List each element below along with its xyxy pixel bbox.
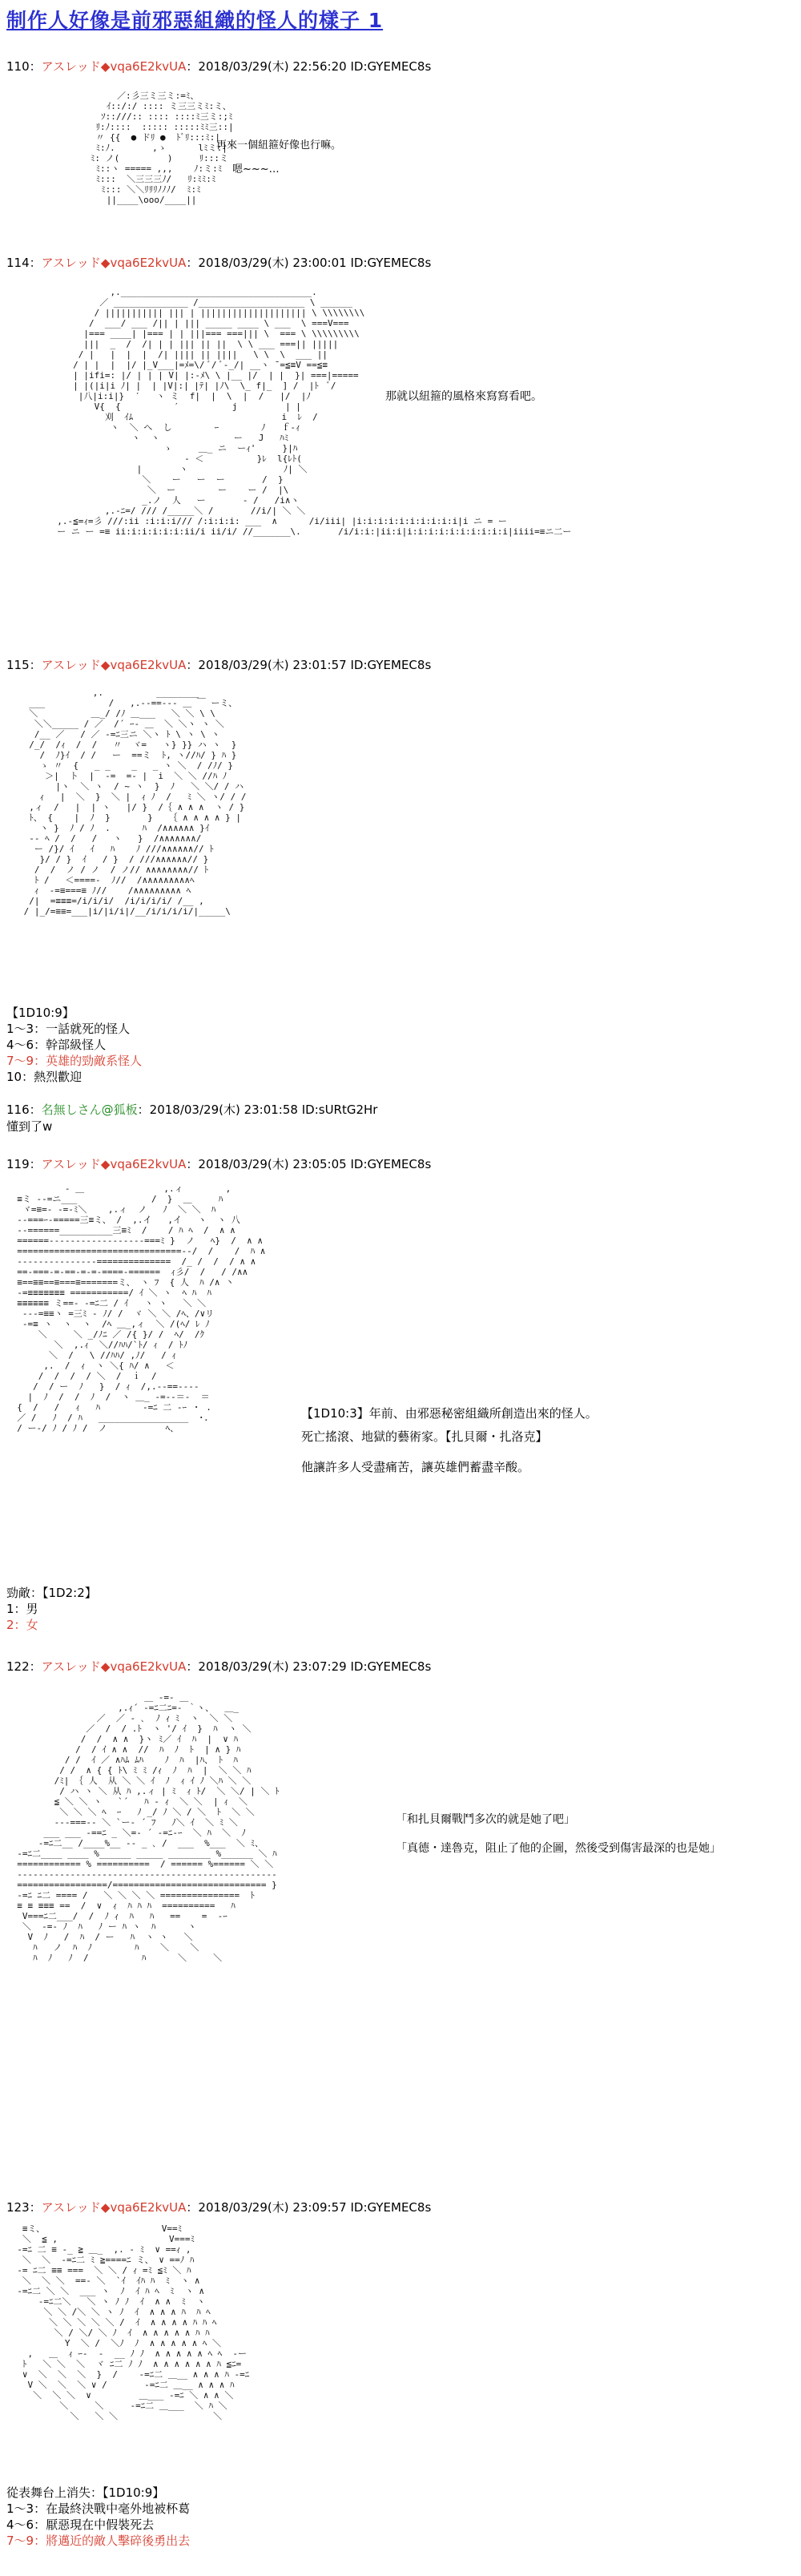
- poster-name[interactable]: アスレッド: [41, 1157, 101, 1171]
- poster-name[interactable]: アスレッド: [41, 2200, 101, 2215]
- post-text: 嗯~~~…: [232, 163, 280, 175]
- post-meta: ：2018/03/29(木) 23:00:01 ID:GYEMEC8s: [186, 256, 432, 270]
- post-header: [6, 1102, 791, 1118]
- dice-line: 1～3：在最終決戰中毫外地被杯葛: [6, 2501, 191, 2516]
- post-text: 再來一個紐箍好像也行嘛。: [216, 139, 342, 151]
- post-number: 123：: [6, 2200, 42, 2215]
- post-115: [6, 657, 791, 1084]
- dice-line: 4～6：幹部級怪人: [6, 1038, 107, 1052]
- post-header: [6, 1156, 791, 1172]
- dice-line: 1：男: [6, 1602, 38, 1616]
- post-text: 懂到了w: [6, 1119, 53, 1134]
- dice-result-list: [6, 1585, 97, 1633]
- post-meta: ：2018/03/29(木) 22:56:20 ID:GYEMEC8s: [186, 59, 432, 74]
- dice-line: 10：熱烈歡迎: [6, 1070, 83, 1084]
- ascii-art-hair-man: ,.____________________________________. ／ ______________ /____________________ \ ______ / ||||||||||| ||| | |||||||||||||||||||| \ \\\\\\\\ / ___/ ___ /|| | ||| _____ ____ \ ___ \ ===V=== |=== ____| |=== | | |||=== ===||| \ === \ \\\\\\\\\ ||| _ / /| | | ||| || || \ \ ___ ===|| ||||| / | | | | /| |||| || |||| \ \ \ ___ || / | | | |/ |_V___|=ﾒ=\/ ﾞ/ ﾞ‐_/| __ヽ ̄ =≦≡V ==≦≡ | |ifi=: |/ | | | V| |:-ﾒ\ \ |__ |/ | | }| ===|===== | |(|i|i ﾉ| | | |V|:| |ﾃ| |ﾉ\ \_ f|_ ] / |ﾄ ﾞ/ |八|i:i|} ′ ヽ ミ f| | \ | / |/ |ﾉ V{ { ′ j | | 刈 ｲﾑ i ﾚ / ヽ ＼ へ し ｰ ﾉ ｆ-ｨ ヽ ヽ ー J ﾊﾐ ゝ ＿_ ニ ーｨ' }|ﾊ ‐ ＜ }ﾚ l{ﾚﾄ( | ヽ ﾉ| ＼ ＼ ー ー ー / } ＼ ー ー ー / |\ _.ノ 人 ー ‐ / /i∧ヽ ,.‐ﾆ=/ /// /_____＼ / //i/| ＼ ＼ ,.‐≦=ｨ=彡 ///:ii :i:i:i/// /:i:i:i: ___ ∧ /i/iii| |i:i:i:i:i:i:i:i:i:i|i ニ = ー ー ニ ー =≡ ii:i:i:i:i:i:ii/i ii/i/ //_______\. /i/i:i:|ii:i|i:i:i:i:i:i:i:i:i:i|iiii=≡ニ二ー: [57, 287, 572, 537]
- post-header: [6, 2199, 791, 2215]
- post-number: 114：: [6, 256, 42, 270]
- dice-line-highlighted: 7～9：將邁近的敵人擊碎後勇出去: [6, 2534, 191, 2548]
- post-text: 那就以紐箍的風格來寫寫看吧。: [385, 390, 542, 403]
- poster-trip: ◆vqa6E2kvUA: [100, 658, 187, 672]
- poster-name[interactable]: アスレッド: [41, 256, 101, 270]
- poster-name[interactable]: アスレッド: [41, 59, 101, 74]
- post-119: [6, 1156, 791, 1632]
- post-122: [6, 1659, 791, 1963]
- ascii-art-rocker: ‐ ＿ ,.ィ , ≡ミ ‐-=ニ___ / } ＿ ﾊ ヾ=≡=‐ ‐=‐ﾐ＼ ,.ィ ノ ﾉ ＼ ＼ ﾊ ‐-===ｰ‐=====三≡ミ、 / ,.イ ,イ ヽ ヽ 八 --======__________三≡ﾐ / / ﾊ ﾍ / ∧ ∧ ======-----------------‐===ﾐ } ノ ﾍ} / ∧ ∧ ===============================--/ / / ﾊ ∧ ---------------============== /_ / / / ∧ ∧ ==-===-=-==-=-=-====-====== ｨ彡/ / / /∧∧ ≡==≡≡==≡===≡=======ミ、 ヽ ﾌ { 人 ﾊ /∧ 丶 ‐=≡≡≡≡≡≡≡ ===========/ ｲ ＼ ヽ ﾍ ﾊ ﾊ ≡≡≡≡≡≡ ミ==‐ ‐=ﾆ二 / ｲ ヽ ヽ ＼ ＼ ‐-‐=≡≡ヽ =三ﾐ ‐ ﾉ/ / ヾ ＼ ＼ /ﾍ、/∨リ ‐=≡ ヽ ヽ ヽ /ﾍ ＿_,ィ ＼ /(ﾍ/ ﾚ ﾉ ＼ ＼ _/ﾉﾆ ／ /{ }/ / ﾍ/ /ｸ ＼ ,.ｨ ＼//ﾊﾊ/`ﾄ/ ｨ / ﾄﾉ ＼ / \ //ﾊﾊ/ ,ﾉ/ / ｨ ,. / ｨ ヽ ＼{ ﾊ/ ∧ ＜ / / / / ＼ / ｉ / / / ー ﾉ } / ｨ /,.‐-==‐‐-- | ﾉ / / ﾉ / ヽ ＿_ ‐=‐‐＝- ＝ { / / ｨ ﾊ ‐=ﾆ 二 ‐ｰ ・ . ／ / ﾉ / ﾊ _________________ ･. / ー-/ ﾉ / ﾉ / ノ ﾍ、: [17, 1183, 266, 1433]
- post-text: 他讓許多人受盡痛苦，讓英雄們蓄盡辛酸。: [301, 1460, 530, 1474]
- poster-trip: ◆vqa6E2kvUA: [100, 1659, 187, 1674]
- post-text: 死亡搖滾、地獄的藝術家。【扎貝爾・扎洛克】: [301, 1429, 548, 1444]
- dice-line: 從表舞台上消失：【1D10:9】: [6, 2485, 165, 2500]
- poster-trip: ◆vqa6E2kvUA: [100, 1157, 187, 1171]
- post-123: [6, 2199, 791, 2548]
- post-number: 122：: [6, 1659, 42, 1674]
- poster-name[interactable]: アスレッド: [41, 658, 101, 672]
- post-meta: ：2018/03/29(木) 23:01:57 ID:GYEMEC8s: [186, 658, 432, 672]
- dice-line-highlighted: 2：女: [6, 1618, 38, 1632]
- dice-result-list: [6, 1005, 142, 1085]
- ascii-art-guitarist: ,. ________ ___ / ,.-‐==‐‐- ＿ ￣ ーミ、 ＼ ＿_/ /ﾉ ＿___ ＼ ＼ \ \ ＼＼_____ / ／ /´ ｰ‐ ＿ ＼ ＼ヽ ヽ ＼ /__ ／ / ／ -=ﾆ三ニ ＼ヽ ﾄ \ ヽ \ ヽ /_/ /ｨ / / 〃 ヾ= ヽ} }} ハ ヽ } / ﾉ}ｲ / / ー ==ミ ﾄ, ヽ//ﾊ/ } ﾊ } ゝ 〃 { _ _ _ _ ヽ ＼ / /ﾉ/ } ＞| ト | ‐= =‐ | i ＼ ＼ //ﾊ ﾉ |ヽ ＼ ヽ / ~ ヽ } ﾉ ＼ ＼/ / ハ ｨ | ＼ } ＼ | ｨ ﾉ / ﾐ ＼ ヽ/ / / ,ィ / | | ヽ |/ } /｛ ∧ ∧ ∧ ヽ / } ﾄ、 { | ﾉ } } ｛ ∧ ∧ ∧ ∧ } | ヽ } ﾉ / ﾉ . ﾊ /∧∧∧∧∧∧ }ｲ ‐- ﾍ / / / ヽ } /∧∧∧∧∧∧∧/ ー /}/ ｲ ｲ ﾊ ﾉ ///∧∧∧∧∧∧// ﾄ }/ / } ｲ / } / ///∧∧∧∧∧∧// } / / ノ / ノ / ノ// ∧∧∧∧∧∧∧∧// ﾄ ﾄ / ＜====- ﾉ// /∧∧∧∧∧∧∧∧∧ﾍ ｨ ‐=≡===≡ ﾉ// /∧∧∧∧∧∧∧∧∧ ﾍ /| =≡≡≡=/i/i/i/ /i/i/i/i/ /__ , / |_/=≡≡=___|i/|i/i|/__/i/i/i/i/|_____\: [23, 687, 247, 917]
- post-header: [6, 58, 791, 75]
- post-114: [6, 255, 791, 537]
- poster-trip: ◆vqa6E2kvUA: [100, 256, 187, 270]
- post-meta: ：2018/03/29(木) 23:07:29 ID:GYEMEC8s: [186, 1659, 432, 1674]
- poster-trip: ◆vqa6E2kvUA: [100, 2200, 187, 2215]
- post-number: 115：: [6, 658, 42, 672]
- ascii-art-face: ／:彡三ミ三ミ:=ﾐ、 ｲ::/:/ :::: ミ三三ミﾐ:ミ、 ｿ::///:: :::: ::::ﾐ三ミ:;ﾐ ﾘ:ﾉ:::: ::::: :::::ﾐﾐ三::| 〃 {{ ● ドﾘ ● ﾄﾞﾘ:::ﾐ:| ﾐ:ﾉ. ,ゝ lﾐミ:| ﾐ: ノ( ) ﾘ:::ミ ﾐ::ヽ ===== ,,, ﾉ:ミ:ﾐ ﾐ::: ＼三三三ﾉ/ ﾘ:ﾐﾐ:ﾐ ﾐ::: ＼＼ﾘﾘﾘﾉﾉﾉ/ ﾐ:ﾐ ||____\ooo/____||: [90, 91, 234, 205]
- post-text: 【1D10:3】年前、由邪惡秘密組織所創造出來的怪人。: [301, 1406, 598, 1421]
- post-110: [6, 58, 791, 205]
- dice-line: 4～6：厭惡現在中假裝死去: [6, 2518, 155, 2532]
- post-number: 110：: [6, 59, 42, 74]
- ascii-art-defeated: ≡ミ、 V==ﾐ ＼ ≦ , V===ﾐ ‐=ﾆ 二 ≡ ‐_ ≧ ＿_ ,. ‐ ﾐ ∨ ==ｨ , ＼ ＼ ‐=ﾆ二 ﾐ ≧====ﾆ ミ、 ∨ ==ﾉ ﾊ ‐= ﾆ二 ≡≡ === ＼ ＼ / ｨ =ﾐ ≦ﾐ ＼ ﾊ ＼ ＼ ＼ ==‐ ＼ `ｲ ｲﾊ ﾊ ﾐ ヽ ∧ ‐=ﾆ二 ＼ ＼ ___ ヽ ﾉ ｲ ﾊ ﾍ ﾐ ヽ ∧ ‐=ﾆ二＼ ＼ ヽ ﾉ ﾉ ｲ ∧ ∧ ﾐ ヽ ＼ ＼ /＼ ＼ ヽ ﾉ ｲ ∧ ∧ ∧ ﾊ ﾊ ﾍ ＼ ＼ ＼ ＼ ＼ / ｲ ∧ ∧ ∧ ∧ ﾊ ﾊ ﾍ ＼ / ＼/ ＼ ﾉ ｲ ∧ ∧ ∧ ∧ ∧ ﾊ ﾊ Y ＼ / ＼ﾉ ﾉ ∧ ∧ ∧ ∧ ∧ ﾍ ＼ , ＿ ｨ ｰ‐ ‐ __ ﾉ ﾉ ∧ ∧ ∧ ∧ ∧ ﾍ ﾍ ‐ー ﾄ ＼ ＼ ＼ ヾ ﾆ二 ﾉ ﾉ ∧ ∧ ∧ ∧ ∧ ∧ ﾊ ≦ﾆ= ∨ ＼ ＼ ＼ } / ‐=ﾆ二 ＿__ ∧ ∧ ∧ ﾊ ‐=ﾆ V ＼ ＼ ＼ ∨ / ‐=ﾆ二 ＿__ ∧ ∧ ∧ ﾊ ＼ ＼ ＼ ∨ ＿___ ‐=ﾆ ＼ ∧ ∧ ＼ ＼ ＼ ‐=ﾆ二 ＿___ ＼ ﾊ ＼ ＼ ＼ ＼ ＼: [17, 2223, 250, 2421]
- post-number: 116：: [6, 1103, 42, 1117]
- dice-result-list: [6, 2485, 190, 2549]
- post-meta: ：2018/03/29(木) 23:09:57 ID:GYEMEC8s: [186, 2200, 432, 2215]
- post-header: [6, 255, 791, 271]
- post-text: 「真德・達魯克，阻止了他的企圖，然後受到傷害最深的也是她」: [396, 1842, 721, 1855]
- poster-trip: ◆vqa6E2kvUA: [100, 59, 187, 74]
- post-text: 「和扎貝爾戰鬥多次的就是她了吧」: [396, 1813, 575, 1826]
- ascii-art-heroine: ＿ ‐=‐ ＿ ,.ｨ´ ‐=ﾆ二ﾆ=‐ ｀ヽ、 ＿_ ／ ／ ‐ ､ ﾉ ｨ ﾐ ヽ ＼ ＼ ／ / / .ﾄ ヽ '/ ｲ } ﾊ ヽ ＼ / / ∧ ∧ }ヽ ﾐ／ ｲ ﾊ | ∨ ﾊ / / ｲ ∧ ∧ // ﾊ ﾉ ﾄ | ∧ } ﾊ / / ｲ ／ ∧ﾊﾑ ﾑﾊ ﾉ ﾊ |ﾊ、 ﾄ ﾊ / / ∧ { { ﾄ\ ﾐ ﾐ /ｨ ﾉ ﾊ | ＼ ＼ ﾊ /ﾐ| ｛ 人 从 ＼ ＼ ｲ ﾉ ｨ ｲ ﾉ ＼ﾊ ＼ ＼ / ハ ヽ ＼ 从 ﾊ ,.ィ | ﾐ ｨ ﾄ/ ＼ ＼/ | ＼ ﾄ ≦ ＼ ＼ ヽ `´ ﾊ ‐ ｨ ＼ ＼ | ｨ ＼ ＼ ＼ ＼ ﾍ ｰ ﾉ _/ ﾉ ＼ / ＼ ﾄ ＼ ＼ -‐‐===-- ＼ `ー‐ ´ ﾌ ﾉ＼ ｲ ＼ ﾐ ＼ ___ ___ ‐==ﾆ _ ＼=‐ ´ ‐=ﾆ‐ｰ ＼ ﾊ ＼ ﾉ ‐=ﾆ二__ /____%__ ‐‐ _ ､ / ___ %___ ＼ ﾐ、 ‐=ﾆ二____ ____ %______ _____ ________ %______ ＼ ﾊ ============ % ========== / ====== %====== ＼ ＼ ‐‐‐‐‐‐‐‐‐‐‐‐‐‐‐‐‐‐‐‐‐‐‐‐‐‐‐‐‐‐‐‐‐‐‐‐‐‐‐‐‐‐‐‐‐‐‐‐‐ =================/============================= } ‐=ﾆ ﾆ二 ==== / ＼ ＼ ＼ ＼ =============== ﾄ ≡ ≡ ≡≡≡ == / ∨ ｨ ﾊ ﾊ ﾊ ========== ﾊ V===ﾆ二___/ / ﾉ ｨ ﾊ ﾊ == = ‐ｰ ＼ ‐=‐ ﾉ ﾊ ﾉ ー ﾊ ヽ ﾊ ヽ V ﾉ / ﾊ / ー ﾊ ヽ ヽ ＼ ﾊ ノ ﾊ ﾉ ﾊ ＼ ＼ ﾊ ﾉ ﾉ / ﾊ ＼ ＼: [17, 1692, 280, 1963]
- poster-name[interactable]: 名無しさん@狐板: [41, 1103, 138, 1117]
- post-header: [6, 657, 791, 673]
- dice-line: 【1D10:9】: [6, 1006, 74, 1020]
- poster-name[interactable]: アスレッド: [41, 1659, 101, 1674]
- dice-line-highlighted: 7～9：英雄的勁敵系怪人: [6, 1054, 143, 1068]
- post-header: [6, 1659, 791, 1675]
- post-meta: ：2018/03/29(木) 23:05:05 ID:GYEMEC8s: [186, 1157, 432, 1171]
- page-title-link[interactable]: 制作人好像是前邪惡組織的怪人的樣子 1: [6, 9, 384, 32]
- post-number: 119：: [6, 1157, 42, 1171]
- post-116: [6, 1102, 791, 1134]
- dice-line: 勁敵：【1D2:2】: [6, 1586, 97, 1600]
- dice-line: 1～3：一話就死的怪人: [6, 1022, 131, 1036]
- post-meta: ：2018/03/29(木) 23:01:58 ID:sURtG2Hr: [137, 1103, 378, 1117]
